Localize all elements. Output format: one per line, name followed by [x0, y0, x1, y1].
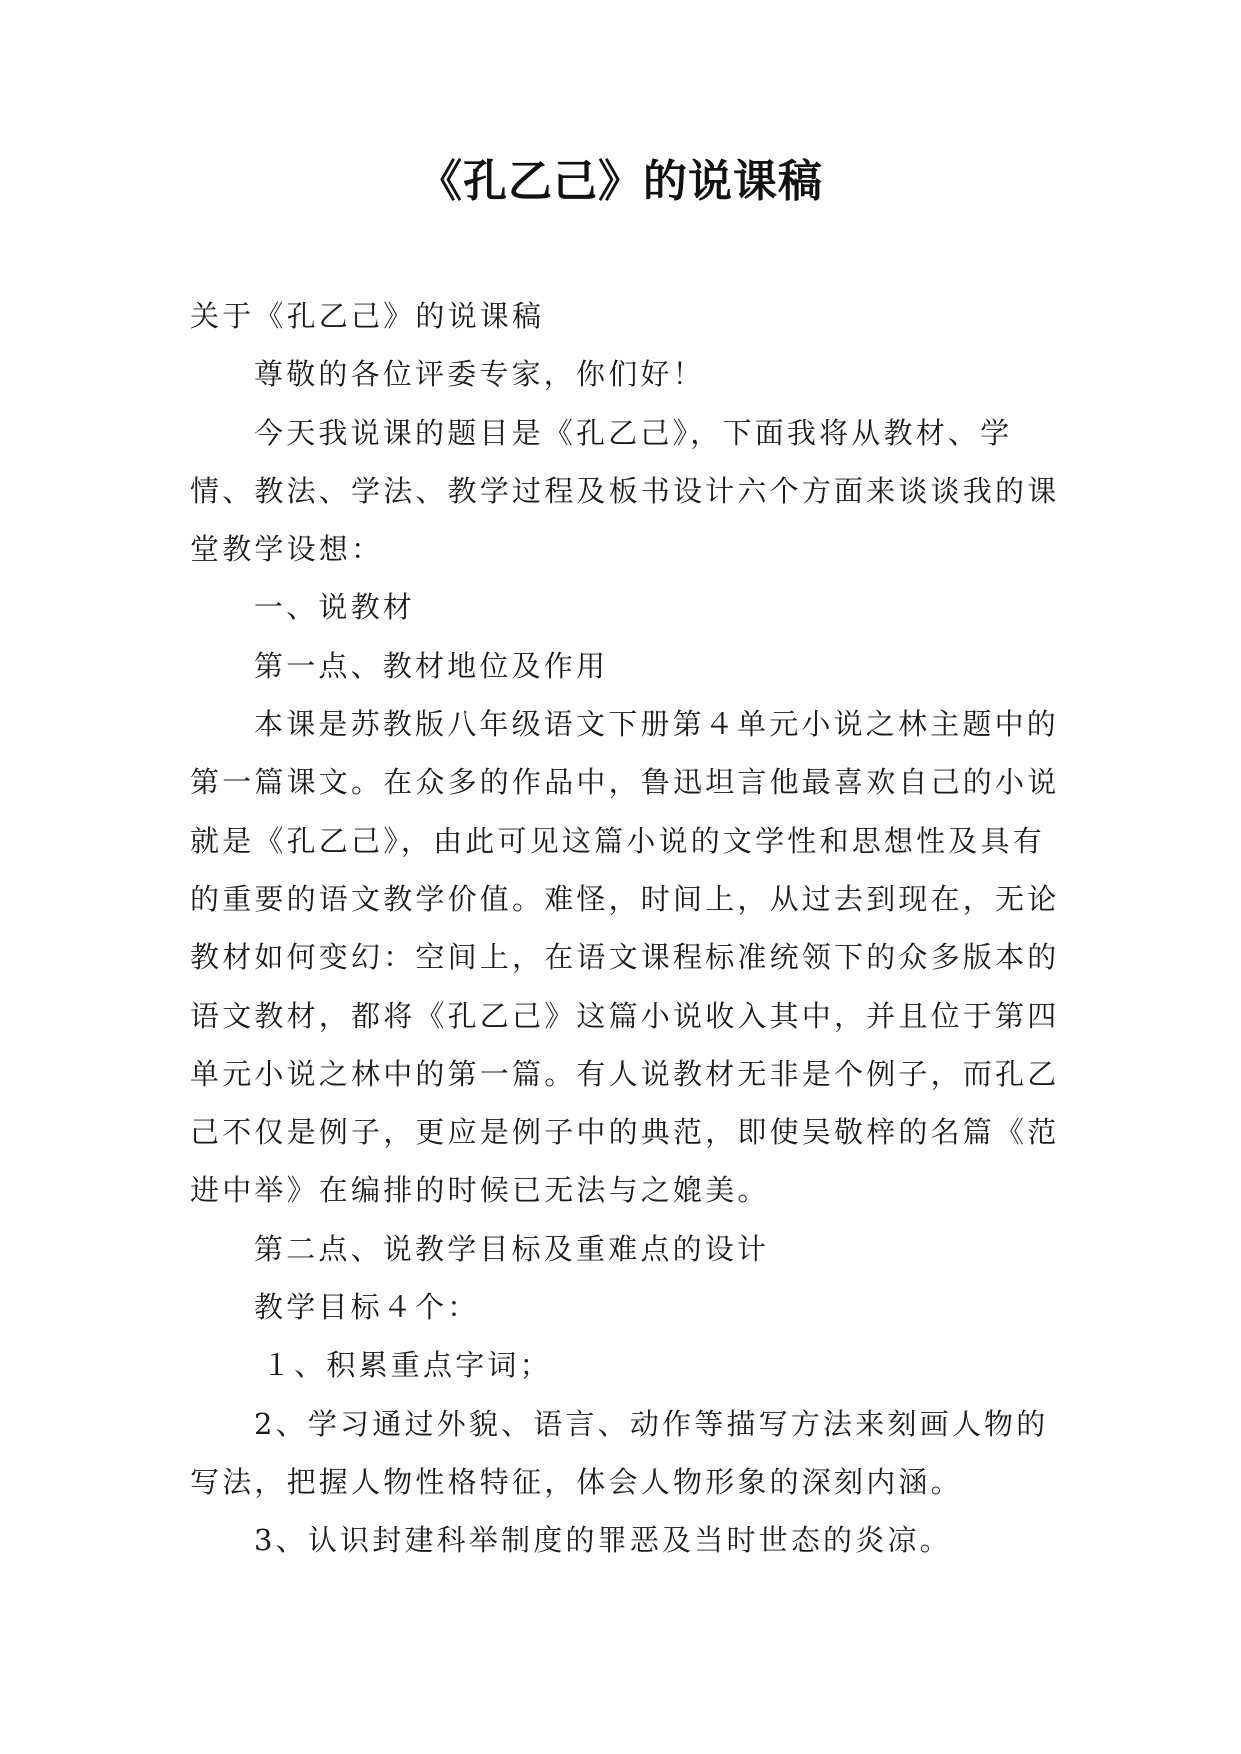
list-item-goal-2: 2、学习通过外貌、语言、动作等描写方法来刻画人物的写法，把握人物性格特征，体会人物形象的深刻内涵。 — [190, 1406, 1049, 1499]
list-item-goal-3: 3、认识封建科举制度的罪恶及当时世态的炎凉。 — [254, 1523, 952, 1558]
paragraph-intro: 今天我说课的题目是《孔乙己》，下面我将从教材、学情、教法、学法、教学过程及板书设计六个方面来谈谈我的课堂教学设想： — [190, 415, 1060, 567]
subsection-heading-position: 第一点、教材地位及作用 — [254, 648, 609, 683]
list-item-goal-1: １、积累重点字词； — [262, 1348, 552, 1383]
paragraph-textbook-position: 本课是苏教版八年级语文下册第４单元小说之林主题中的第一篇课文。在众多的作品中，鲁迅坦言他最喜欢自己的小说就是《孔乙己》，由此可见这篇小说的文学性和思想性及具有的重要的语文教学价值。难怪，时间上，从过去到现在，无论教材如何变幻：空间上，在语文课程标准统领下的众多版本的语文教材，都将《孔乙己》这篇小说收入其中，并且位于第四单元小说之林中的第一篇。有人说教材无非是个例子，而孔乙己不仅是例子，更应是例子中的典范，即使吴敬梓的名篇《范进中举》在编排的时候已无法与之媲美。 — [190, 707, 1060, 1208]
document-title: 《孔乙己》的说课稿 — [418, 156, 823, 207]
paragraph-greeting: 尊敬的各位评委专家，你们好！ — [254, 357, 705, 392]
paragraph-heading: 关于《孔乙己》的说课稿 — [190, 299, 545, 333]
section-heading-textbook: 一、说教材 — [254, 590, 416, 625]
subsection-heading-goals: 第二点、说教学目标及重难点的设计 — [254, 1231, 770, 1266]
document-body — [190, 287, 1060, 1570]
paragraph-goals-count: 教学目标４个： — [254, 1290, 480, 1325]
